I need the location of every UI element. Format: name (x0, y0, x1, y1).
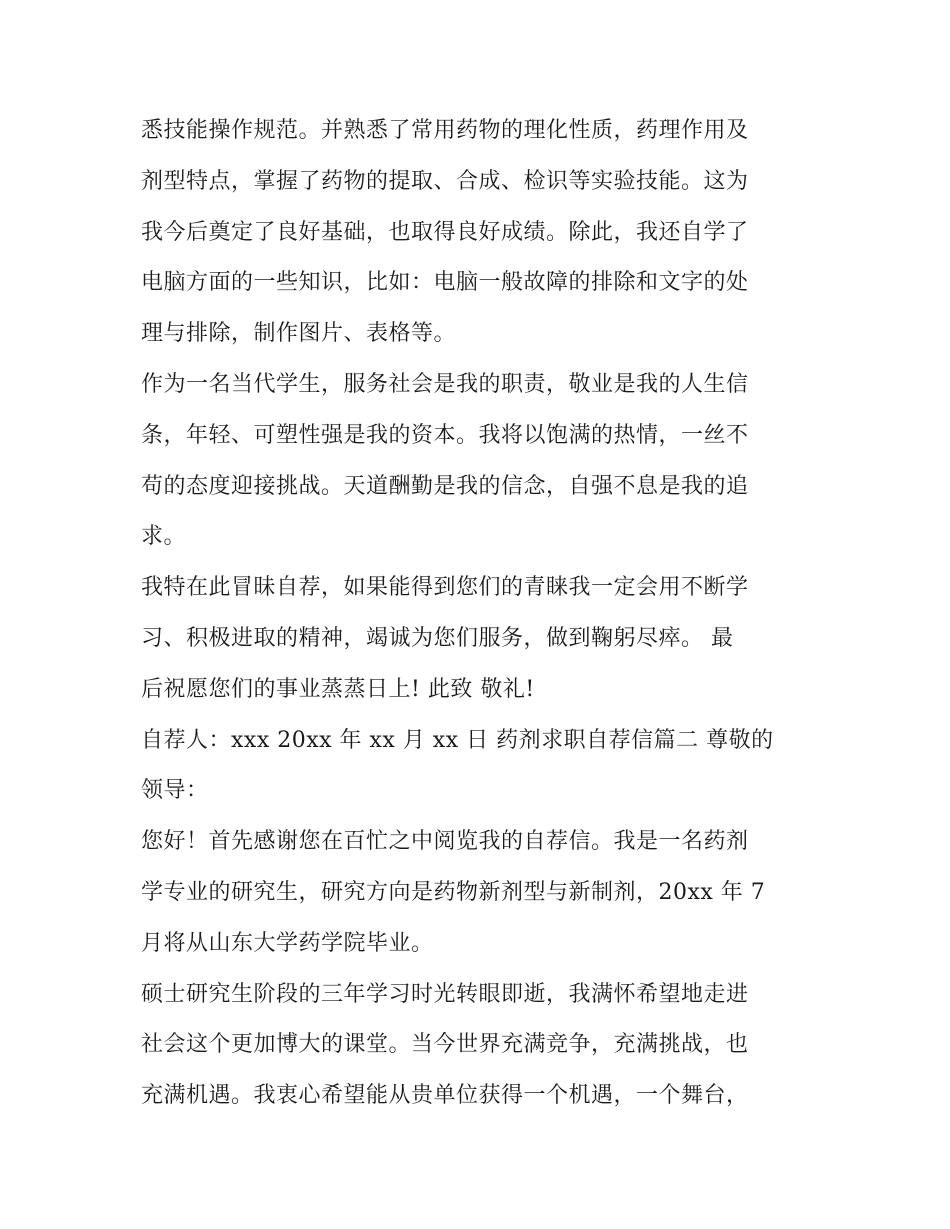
text-line: 求。 (141, 524, 187, 550)
text-line: 悉技能操作规范。并熟悉了常用药物的理化性质，药理作用及 (141, 118, 749, 143)
document-page (141, 106, 813, 1122)
text-line: 充满机遇。我衷心希望能从贵单位获得一个机遇，一个舞台， (141, 1083, 749, 1109)
text-line: 学专业的研究生，研究方向是药物新剂型与新制剂，20xx 年 7 (141, 879, 766, 905)
paragraph-signature (141, 716, 813, 818)
text-line: 习、积极进取的精神，竭诚为您们服务，做到鞠躬尽瘁。 最 (141, 625, 734, 651)
paragraph-skills (141, 106, 813, 360)
text-line: 我特在此冒昧自荐，如果能得到您们的青睐我一定会用不断学 (141, 575, 749, 601)
text-line: 作为一名当代学生，服务社会是我的职责，敬业是我的人生信 (141, 371, 749, 397)
text-line: 自荐人：xxx 20xx 年 xx 月 xx 日 药剂求职自荐信篇二 尊敬的 (141, 727, 774, 753)
text-line: 条，年轻、可塑性强是我的资本。我将以饱满的热情，一丝不 (141, 422, 749, 448)
text-line: 苟的态度迎接挑战。天道酬勤是我的信念，自强不息是我的追 (141, 473, 749, 499)
paragraph-greeting (141, 817, 813, 969)
text-line: 我今后奠定了良好基础，也取得良好成绩。除此，我还自学了 (141, 219, 749, 245)
paragraph-closing (141, 563, 813, 715)
text-line: 社会这个更加博大的课堂。当今世界充满竞争，充满挑战，也 (141, 1032, 749, 1058)
text-line: 剂型特点，掌握了药物的提取、合成、检识等实验技能。这为 (141, 168, 749, 194)
text-line: 硕士研究生阶段的三年学习时光转眼即逝，我满怀希望地走进 (141, 981, 749, 1007)
text-line: 您好！首先感谢您在百忙之中阅览我的自荐信。我是一名药剂 (141, 829, 749, 855)
text-line: 电脑方面的一些知识，比如：电脑一般故障的排除和文字的处 (141, 270, 749, 296)
text-line: 理与排除，制作图片、表格等。 (141, 321, 457, 347)
paragraph-aspiration (141, 970, 813, 1122)
paragraph-attitude (141, 360, 813, 563)
text-line: 后祝愿您们的事业蒸蒸日上! 此致 敬礼! (141, 676, 535, 702)
text-line: 领导： (141, 778, 209, 804)
text-line: 月将从山东大学药学院毕业。 (141, 930, 434, 956)
